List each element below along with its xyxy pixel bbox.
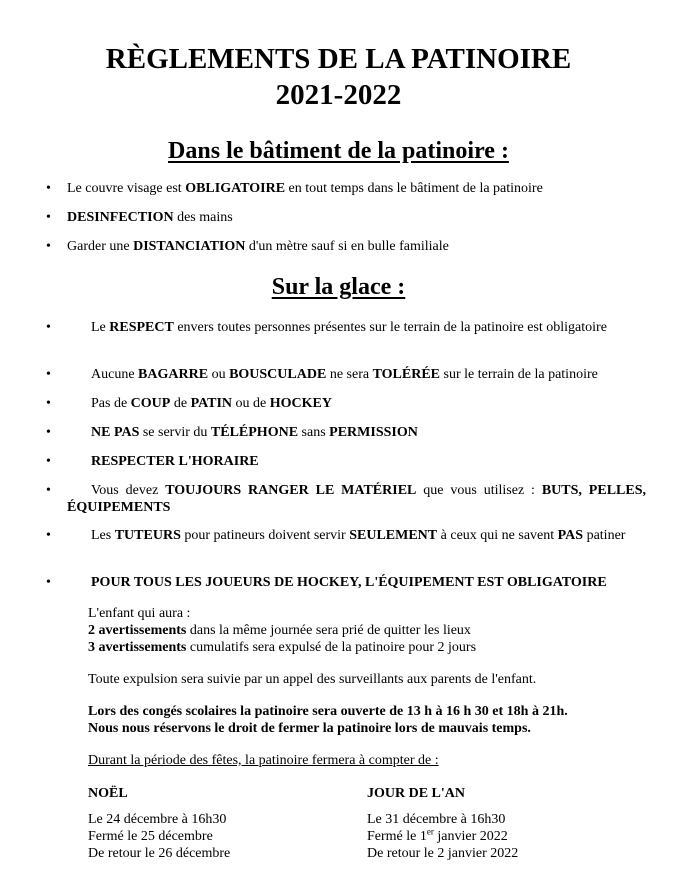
rule-text: Garder une DISTANCIATION d'un mètre sauf si en bulle familiale — [67, 239, 449, 254]
glace-rule-3 — [46, 395, 646, 412]
batiment-rule-3 — [46, 238, 646, 255]
glace-rule-7 — [46, 527, 646, 544]
batiment-rule-2 — [46, 209, 646, 226]
horaire-conges: Lors des congés scolaires la patinoire sera ouverte de 13 h à 16 h 30 et 18h à 21h. — [88, 704, 568, 719]
rule-text: Aucune BAGARRE ou BOUSCULADE ne sera TOLÉRÉE sur le terrain de la patinoire — [91, 367, 598, 382]
glace-rule-6 — [46, 482, 646, 516]
bullet-marker: • — [46, 181, 51, 196]
glace-rule-1 — [46, 319, 646, 336]
noel-heading: NOËL — [88, 786, 128, 801]
jour-an-heading: JOUR DE L'AN — [367, 786, 466, 801]
rule-text: DESINFECTION des mains — [67, 210, 233, 225]
rule-text: Les TUTEURS pour patineurs doivent servir SEULEMENT à ceux qui ne savent PAS patiner — [91, 528, 626, 543]
bullet-marker: • — [46, 396, 51, 411]
bullet-marker: • — [46, 528, 51, 543]
rule-text: RESPECTER L'HORAIRE — [91, 454, 259, 469]
bullet-marker: • — [46, 575, 51, 590]
batiment-rule-1 — [46, 180, 646, 197]
glace-rule-5 — [46, 453, 646, 470]
jour-an-line-1: Le 31 décembre à 16h30 — [367, 812, 506, 827]
bullet-marker: • — [46, 210, 51, 225]
sanctions-line-2: 3 avertissements cumulatifs sera expulsé de la patinoire pour 2 jours — [88, 640, 477, 655]
jour-an-line-3: De retour le 2 janvier 2022 — [367, 846, 519, 861]
bullet-marker: • — [46, 367, 51, 382]
rule-text: Vous devez TOUJOURS RANGER LE MATÉRIEL que vous utilisez : BUTS, PELLES, ÉQUIPEMENTS — [67, 483, 646, 515]
bullet-marker: • — [46, 320, 51, 335]
rule-text: NE PAS se servir du TÉLÉPHONE sans PERMISSION — [91, 425, 418, 440]
rule-text: Le couvre visage est OBLIGATOIRE en tout temps dans le bâtiment de la patinoire — [67, 181, 543, 196]
rule-text: POUR TOUS LES JOUEURS DE HOCKEY, L'ÉQUIPEMENT EST OBLIGATOIRE — [91, 575, 607, 590]
bullet-marker: • — [46, 239, 51, 254]
glace-rule-4 — [46, 424, 646, 441]
rule-text: Pas de COUP de PATIN ou de HOCKEY — [91, 396, 332, 411]
bullet-marker: • — [46, 454, 51, 469]
rule-text: Le RESPECT envers toutes personnes présentes sur le terrain de la patinoire est obligatoire — [91, 320, 607, 335]
noel-line-3: De retour le 26 décembre — [88, 846, 231, 861]
horaire-mauvais-temps: Nous nous réservons le droit de fermer la patinoire lors de mauvais temps. — [88, 721, 531, 736]
sanctions-intro: L'enfant qui aura : — [88, 606, 191, 621]
fetes-intro: Durant la période des fêtes, la patinoire fermera à compter de : — [88, 753, 439, 768]
section-heading-batiment: Dans le bâtiment de la patinoire : — [168, 138, 509, 164]
sanctions-line-1: 2 avertissements dans la même journée sera prié de quitter les lieux — [88, 623, 471, 638]
section-heading-glace: Sur la glace : — [271, 274, 406, 300]
document-title-line2: 2021-2022 — [275, 79, 402, 111]
expulsion-notice: Toute expulsion sera suivie par un appel des surveillants aux parents de l'enfant. — [88, 672, 537, 687]
glace-rule-8 — [46, 574, 646, 591]
noel-line-1: Le 24 décembre à 16h30 — [88, 812, 227, 827]
noel-line-2: Fermé le 25 décembre — [88, 829, 213, 844]
glace-rule-2 — [46, 366, 646, 383]
bullet-marker: • — [46, 483, 51, 498]
bullet-marker: • — [46, 425, 51, 440]
document-title-line1: RÈGLEMENTS DE LA PATINOIRE — [105, 43, 572, 75]
jour-an-line-2: Fermé le 1er janvier 2022 — [367, 826, 508, 844]
